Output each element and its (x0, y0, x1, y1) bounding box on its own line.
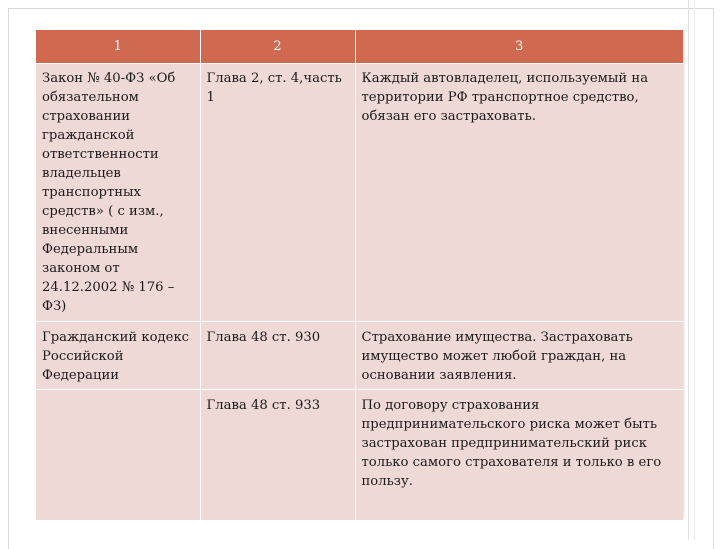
article-cell: Глава 48 ст. 933 (200, 390, 355, 521)
table-row (36, 64, 683, 322)
law-cell: Гражданский кодекс Российской Федерации (36, 322, 200, 390)
header-cell-2: 2 (200, 30, 355, 64)
frame-line (688, 0, 689, 540)
text-cell: Страхование имущества. Застраховать имущество может любой граждан, на основании заявления. (355, 322, 683, 390)
header-row (36, 30, 683, 64)
text-cell: По договору страхования предпринимательского риска может быть застрахован предпринимательский риск только самого страхователя и только в его пользу. (355, 390, 683, 521)
header-cell-3: 3 (355, 30, 683, 64)
table-row (36, 390, 683, 521)
article-cell: Глава 2, ст. 4,часть 1 (200, 64, 355, 322)
table-row (36, 322, 683, 390)
legal-table (36, 30, 683, 517)
text-cell: Каждый автовладелец, используемый на территории РФ транспортное средство, обязан его застраховать. (355, 64, 683, 322)
law-cell (36, 390, 200, 521)
article-cell: Глава 48 ст. 930 (200, 322, 355, 390)
law-cell: Закон № 40-ФЗ «Об обязательном страховании гражданской ответственности владельцев транспортных средств» ( с изм., внесенными Федеральным законом от 24.12.2002 № 176 – ФЗ) (36, 64, 200, 322)
frame-line (694, 0, 695, 540)
table (36, 30, 683, 520)
header-cell-1: 1 (36, 30, 200, 64)
